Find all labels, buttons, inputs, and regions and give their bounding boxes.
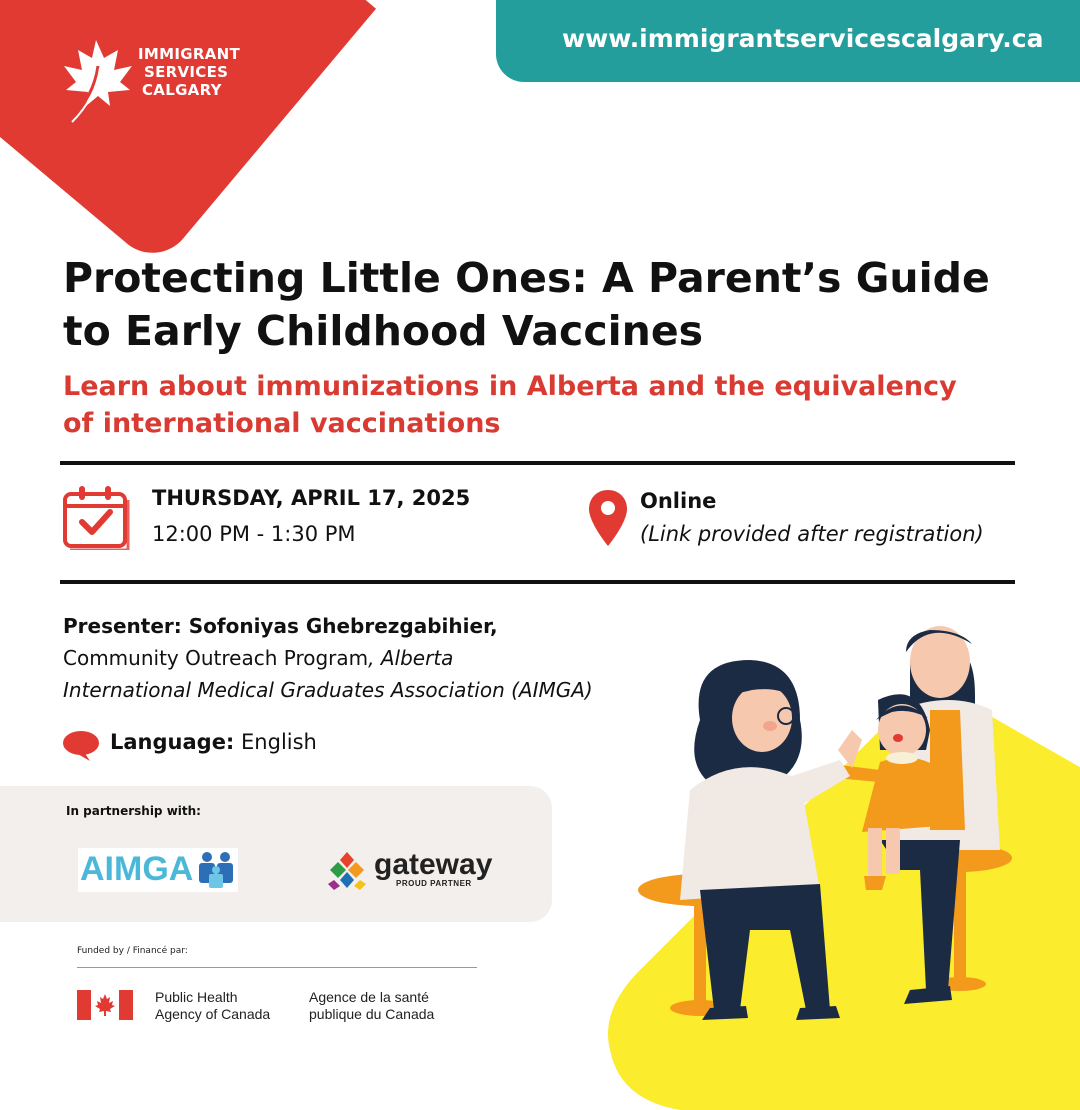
phac-english	[155, 989, 270, 1023]
phac-fr-line-2: publique du Canada	[309, 1006, 435, 1022]
language-label: Language:	[110, 730, 235, 754]
phac-en-line-2: Agency of Canada	[155, 1006, 271, 1022]
event-subtitle	[63, 368, 1023, 442]
maple-leaf-icon	[58, 36, 138, 126]
title-line-1: Protecting Little Ones: A Parent’s Guide	[63, 254, 990, 302]
divider-bottom	[60, 580, 1015, 584]
calendar-check-icon	[62, 484, 132, 550]
doctor-figure	[680, 660, 862, 1020]
speech-bubble-icon	[62, 730, 100, 762]
event-time: 12:00 PM - 1:30 PM	[152, 522, 356, 546]
language-value: English	[241, 730, 317, 754]
logo-line-3: CALGARY	[142, 81, 222, 99]
presenter-name: Presenter: Sofoniyas Ghebrezgabihier,	[63, 614, 498, 638]
location-pin-icon	[587, 488, 629, 548]
presenter-role: Community Outreach Program	[63, 646, 369, 670]
partnership-label: In partnership with:	[66, 804, 201, 818]
subtitle-line-1: Learn about immunizations in Alberta and the equivalency	[63, 371, 957, 402]
doctor-family-illustration	[630, 600, 1080, 1080]
phac-en-line-1: Public Health	[155, 989, 238, 1005]
subtitle-line-2: of international vaccinations	[63, 408, 501, 439]
website-link[interactable]: www.immigrantservicescalgary.ca	[562, 24, 1044, 53]
gateway-mark-icon	[326, 850, 368, 892]
funding-divider	[77, 967, 477, 968]
location-note: (Link provided after registration)	[640, 522, 984, 546]
language-line	[110, 730, 317, 754]
aimga-people-icon	[196, 850, 236, 890]
aimga-logo	[78, 848, 238, 892]
phac-french	[309, 989, 434, 1023]
presenter-org-line-2: International Medical Graduates Association (AIMGA)	[63, 678, 593, 702]
presenter-org-line-1: , Alberta	[368, 646, 454, 670]
url-banner	[496, 0, 1080, 82]
event-date: THURSDAY, APRIL 17, 2025	[152, 486, 471, 510]
aimga-wordmark: AIMGA	[80, 850, 194, 888]
event-location: Online	[640, 489, 717, 513]
logo-line-2: SERVICES	[144, 63, 229, 81]
phac-fr-line-1: Agence de la santé	[309, 989, 429, 1005]
gateway-subtext: PROUD PARTNER	[396, 879, 472, 888]
divider-top	[60, 461, 1015, 465]
presenter-block	[63, 610, 683, 706]
canada-flag-icon	[77, 990, 133, 1020]
event-title	[63, 252, 1023, 358]
funded-by-label: Funded by / Financé par:	[77, 946, 188, 956]
gateway-wordmark: gateway	[374, 848, 493, 881]
gateway-logo	[326, 848, 501, 892]
logo-line-1: IMMIGRANT	[138, 45, 240, 63]
title-line-2: to Early Childhood Vaccines	[63, 307, 704, 355]
isc-logo	[58, 36, 258, 126]
